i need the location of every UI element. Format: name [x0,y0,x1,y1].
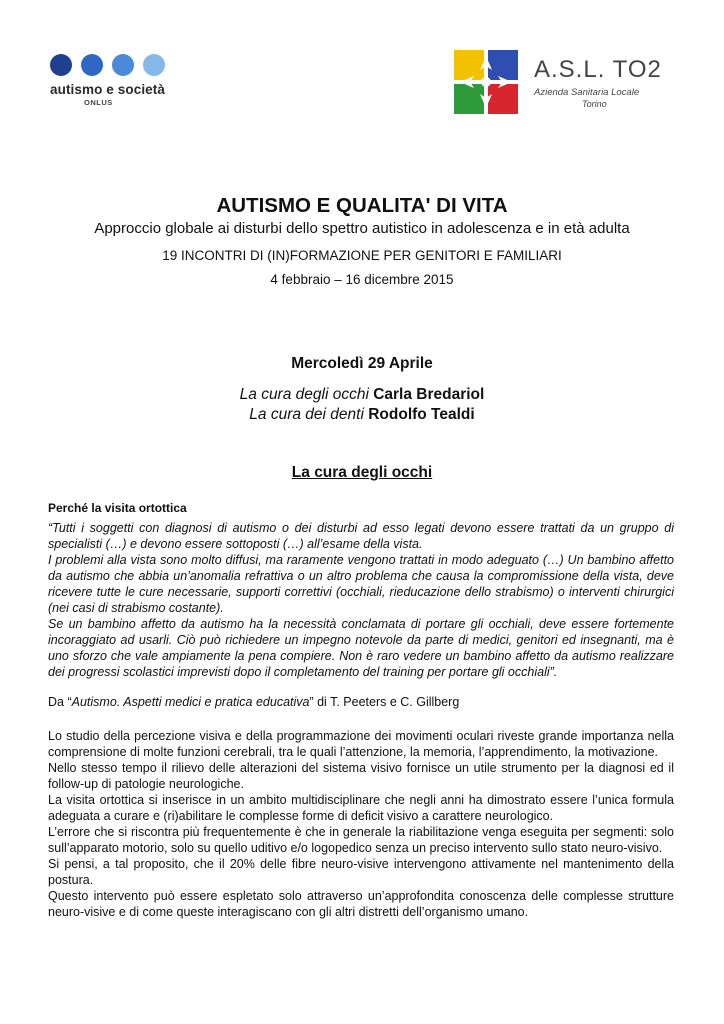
quote-paragraph: I problemi alla vista sono molto diffusi, ma raramente vengono trattati in modo adeguato (…) Un bambino affetto da autismo che abbia un’anomalia refrattiva o un altro problema che causa la compromissione della vista, deve ricevere tutte le cure necessarie, supporti correttivi (occhiali, rieducazione dello strabismo) o interventi chirurgici (nei casi di strabismo costante). [48,553,674,615]
page-subtitle: Approccio globale ai disturbi dello spettro autistico in adolescenza e in età adulta [94,220,630,237]
study-text [48,728,674,920]
logo-dot-icon [112,54,134,76]
quote-block [48,520,674,680]
logo-dot-icon [143,54,165,76]
quote-paragraph: “Tutti i soggetti con diagnosi di autismo o dei disturbi ad esso legati devono essere trattati da un gruppo di specialisti (…) e devono essere sottoposti (…) all’esame della vista. [48,521,674,551]
talk-line [0,406,724,424]
meetings-line: 19 INCONTRI DI (IN)FORMAZIONE PER GENITORI E FAMILIARI [162,248,562,263]
source-suffix: ” di T. Peeters e C. Gillberg [309,695,460,709]
study-paragraph: Nello stesso tempo il rilievo delle alterazioni del sistema visivo fornisce un utile strumento per la diagnosi ed il follow-up di patologie neurologiche. [48,761,674,791]
autismo-societa-logo [50,52,190,122]
source-book: Autismo. Aspetti medici e pratica educativa [71,695,310,709]
page-title: AUTISMO E QUALITA' DI VITA [216,194,508,217]
asl-to2-logo [452,48,690,116]
study-paragraph: La visita ortottica si inserisce in un ambito multidisciplinare che negli anni ha dimostrato essere l’unica formula adeguata a curare e (ri)abilitare le complesse forme di deficit visivo a carattere neurologico. [48,793,674,823]
event-day: Mercoledì 29 Aprile [291,355,433,372]
logo-dot-icon [81,54,103,76]
logo-org-sub: ONLUS [84,98,113,107]
source-prefix: Da “ [48,695,72,709]
section-title-text: La cura degli occhi [291,464,433,481]
asl-name: A.S.L. TO2 [534,56,662,83]
logo-dot-icon [50,54,72,76]
talk-topic: La cura degli occhi [239,386,369,403]
study-paragraph: L’errore che si riscontra più frequentemente è che in generale la riabilitazione venga eseguita per segmenti: solo sull’apparato motorio, solo su quello uditivo e/o logopedico senza un preciso intervento sullo stato neuro-visivo. [48,825,674,855]
talk-line [0,386,724,404]
quote-source [48,694,674,710]
asl-subtitle: Azienda Sanitaria Locale [534,87,640,98]
study-paragraph: Lo studio della percezione visiva e della programmazione dei movimenti oculari riveste grande importanza nella comprensione di molte funzioni cerebrali, tra le quali l’attenzione, la memoria, l’apprendimento, la motivazione. [48,729,674,759]
logo-dots [50,52,190,78]
talk-topic: La cura dei denti [249,406,364,423]
talk-speaker: Carla Bredariol [373,386,485,403]
asl-emblem-icon [452,48,520,116]
asl-city: Torino [582,99,607,109]
why-heading: Perché la visita ortottica [48,501,187,515]
study-paragraph: Questo intervento può essere espletato solo attraverso un’approfondita conoscenza delle complesse strutture neuro-visive e di come queste interagiscano con gli altri distretti dell’organismo umano. [48,889,674,919]
date-range: 4 febbraio – 16 dicembre 2015 [270,272,454,287]
study-paragraph: Si pensi, a tal proposito, che il 20% delle fibre neuro-visive intervengono attivamente nel mantenimento della postura. [48,857,674,887]
logo-org-name: autismo e società [50,82,165,97]
talk-speaker: Rodolfo Tealdi [368,406,475,423]
quote-paragraph: Se un bambino affetto da autismo ha la necessità conclamata di portare gli occhiali, deve essere fortemente incoraggiato ad usarli. Ciò può richiedere un impegno notevole da parte di medici, genitori ed insegnanti, ma è uno sforzo che vale ampiamente la pena compiere. Non è raro vedere un bambino affetto da autismo realizzare dei progressi scolastici imprevisti dopo il completamento del training per portare gli occhiali”. [48,617,674,679]
section-title [0,464,724,482]
